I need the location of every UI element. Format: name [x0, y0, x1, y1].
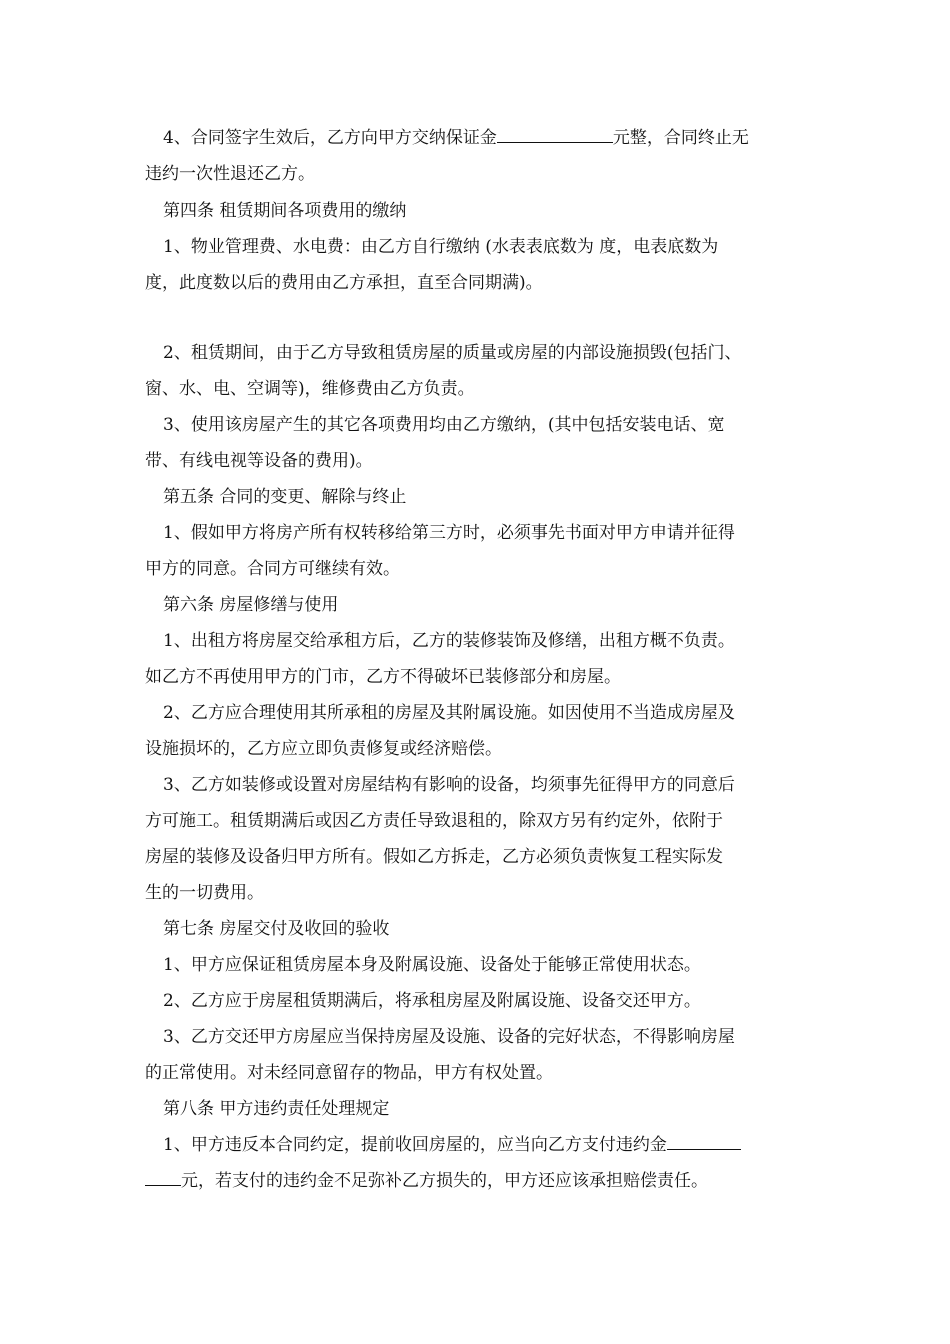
text-segment: 元整，合同终止无: [612, 128, 749, 148]
text-line: 2、乙方应合理使用其所承租的房屋及其附属设施。如因使用不当造成房屋及: [163, 703, 735, 723]
section-heading: 第六条 房屋修缮与使用: [163, 595, 339, 615]
text-line: 2、租赁期间，由于乙方导致租赁房屋的质量或房屋的内部设施损毁(包括门、: [163, 343, 742, 363]
blank-underline: [497, 126, 613, 143]
text-line: 甲方的同意。合同方可继续有效。: [145, 559, 400, 579]
text-line: [163, 1133, 950, 1157]
text-line: [163, 126, 950, 150]
text-line: 如乙方不再使用甲方的门市，乙方不得破坏已装修部分和房屋。: [145, 667, 621, 687]
section-heading: 第五条 合同的变更、解除与终止: [163, 487, 407, 507]
text-line: 窗、水、电、空调等)，维修费由乙方负责。: [145, 379, 475, 399]
text-line: 带、有线电视等设备的费用)。: [145, 451, 373, 471]
section-heading: 第八条 甲方违约责任处理规定: [163, 1099, 390, 1119]
text-line: 房屋的装修及设备归甲方所有。假如乙方拆走，乙方必须负责恢复工程实际发: [145, 847, 723, 867]
text-segment: 4、合同签字生效后，乙方向甲方交纳保证金: [163, 128, 497, 148]
blank-underline: [667, 1133, 741, 1150]
text-line: 方可施工。租赁期满后或因乙方责任导致退租的，除双方另有约定外，依附于: [145, 811, 723, 831]
text-line: 度，此度数以后的费用由乙方承担，直至合同期满)。: [145, 273, 543, 293]
text-line: 2、乙方应于房屋租赁期满后，将承租房屋及附属设施、设备交还甲方。: [163, 991, 701, 1011]
text-segment: 1、甲方违反本合同约定，提前收回房屋的，应当向乙方支付违约金: [163, 1135, 667, 1155]
text-line: [145, 1169, 950, 1193]
text-segment: 元，若支付的违约金不足弥补乙方损失的，甲方还应该承担赔偿责任。: [181, 1171, 708, 1191]
text-line: 3、使用该房屋产生的其它各项费用均由乙方缴纳，(其中包括安装电话、宽: [163, 415, 725, 435]
text-line: 设施损坏的，乙方应立即负责修复或经济赔偿。: [145, 739, 502, 759]
text-line: 3、乙方交还甲方房屋应当保持房屋及设施、设备的完好状态，不得影响房屋: [163, 1027, 735, 1047]
section-heading: 第四条 租赁期间各项费用的缴纳: [163, 201, 407, 221]
text-line: 1、物业管理费、水电费：由乙方自行缴纳 (水表表底数为 度，电表底数为: [163, 237, 719, 257]
text-line: 1、假如甲方将房产所有权转移给第三方时，必须事先书面对甲方申请并征得: [163, 523, 735, 543]
text-line: 1、出租方将房屋交给承租方后，乙方的装修装饰及修缮，出租方概不负责。: [163, 631, 735, 651]
text-line: 3、乙方如装修或设置对房屋结构有影响的设备，均须事先征得甲方的同意后: [163, 775, 735, 795]
text-line: 1、甲方应保证租赁房屋本身及附属设施、设备处于能够正常使用状态。: [163, 955, 701, 975]
text-line: 生的一切费用。: [145, 883, 264, 903]
text-line: 的正常使用。对未经同意留存的物品，甲方有权处置。: [145, 1063, 553, 1083]
text-line: 违约一次性退还乙方。: [145, 164, 315, 184]
blank-underline: [145, 1169, 181, 1186]
section-heading: 第七条 房屋交付及收回的验收: [163, 919, 390, 939]
